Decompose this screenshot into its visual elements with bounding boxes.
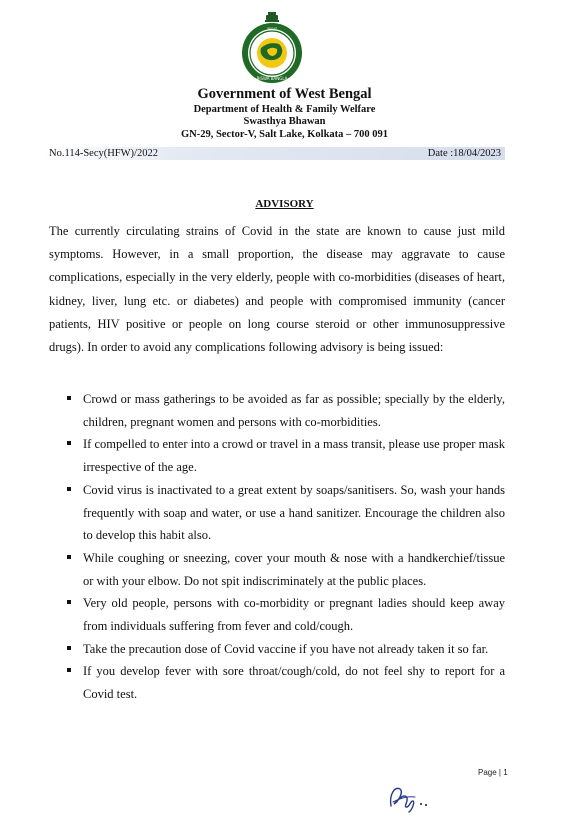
bullet-icon <box>67 487 71 491</box>
svg-text:BISWA BANGLA: BISWA BANGLA <box>256 76 288 81</box>
advisory-point: Take the precaution dose of Covid vaccine if you have not already taken it so far. <box>65 638 505 661</box>
advisory-points <box>65 388 505 706</box>
reference-number: No.114-Secy(HFW)/2022 <box>49 148 158 159</box>
advisory-intro: The currently circulating strains of Covid in the state are known to cause just mild symptoms. However, in a small proportion, the disease may aggravate to cause complications, especially in the very elderly, people with co-morbidities (diseases of heart, kidney, liver, lung etc. or diabetes) and people with compromised immunity (cancer patients, HIV positive or people on long course steroid or other immunosuppressive drugs). In order to avoid any complications following advisory is being issued: <box>49 224 505 355</box>
government-title: Government of West Bengal <box>197 86 372 102</box>
svg-text:ক্ষমতা: ক্ষমতা <box>267 26 277 31</box>
advisory-point: Covid virus is inactivated to a great extent by soaps/sanitisers. So, wash your hands frequently with soap and water, or use a hand sanitizer. Encourage the children also to develop this habit also. <box>65 479 505 547</box>
building-name: Swasthya Bhawan <box>243 116 326 127</box>
advisory-point: If compelled to enter into a crowd or travel in a mass transit, please use proper mask irrespective of the age. <box>65 433 505 478</box>
bullet-icon <box>67 600 71 604</box>
bullet-icon <box>67 668 71 672</box>
page-number: Page | 1 <box>478 768 508 777</box>
department-name: Department of Health & Family Welfare <box>193 104 376 115</box>
west-bengal-emblem-icon <box>239 10 305 84</box>
advisory-point: While coughing or sneezing, cover your mouth & nose with a handkerchief/tissue or with your elbow. Do not spit indiscriminately at the public places. <box>65 547 505 592</box>
reference-date: Date :18/04/2023 <box>427 148 501 159</box>
bullet-icon <box>67 646 71 650</box>
advisory-point: Crowd or mass gatherings to be avoided as far as possible; specially by the elderly, children, pregnant women and persons with co-morbidities. <box>65 388 505 433</box>
advisory-point: If you develop fever with sore throat/cough/cold, do not feel shy to report for a Covid test. <box>65 660 505 705</box>
signature-icon <box>385 780 435 814</box>
bullet-icon <box>67 441 71 445</box>
reference-bar <box>44 147 505 160</box>
advisory-title: ADVISORY <box>255 198 314 210</box>
office-address: GN-29, Sector-V, Salt Lake, Kolkata – 700 091 <box>180 129 389 140</box>
bullet-icon <box>67 396 71 400</box>
bullet-icon <box>67 555 71 559</box>
advisory-point: Very old people, persons with co-morbidity or pregnant ladies should keep away from individuals suffering from fever and cold/cough. <box>65 592 505 637</box>
